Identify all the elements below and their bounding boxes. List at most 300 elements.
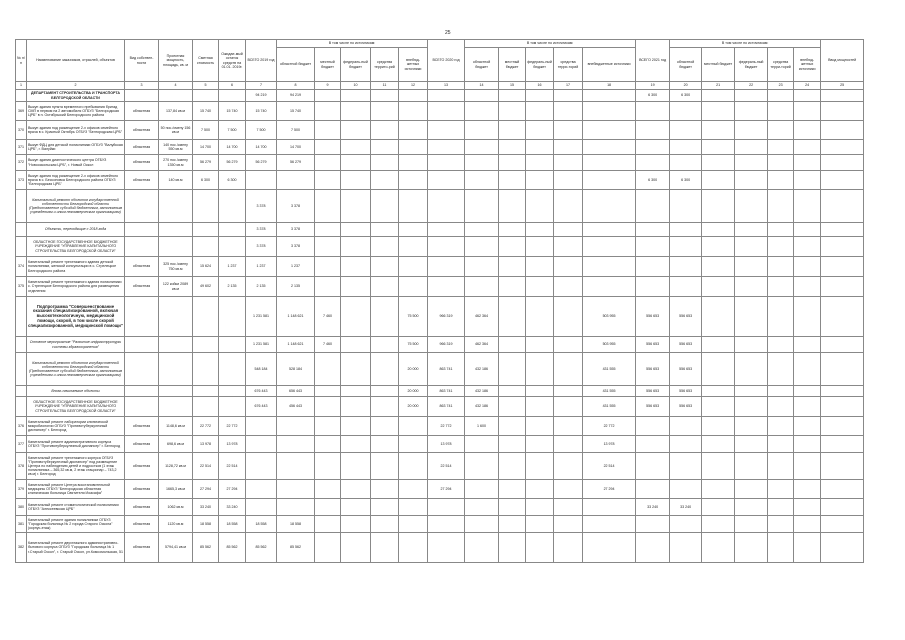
table-cell: областная (125, 533, 159, 563)
row-name: ОБЛАСТНОЕ ГОСУДАРСТВЕННОЕ БЮДЖЕТНОЕ УЧРЕЖДЕНИЕ "УПРАВЛЕНИЕ КАПИТАЛЬНОГО СТРОИТЕЛЬСТВА БЕЛГОРОДСКОЙ ОБЛАСТИ" (27, 237, 125, 257)
table-body (16, 90, 864, 563)
table-cell (526, 516, 554, 533)
table-cell: 75 500 (399, 337, 428, 353)
col-number: 14 (465, 82, 499, 90)
table-cell: 18 558 (246, 516, 277, 533)
table-row (16, 453, 864, 480)
table-cell (702, 436, 735, 453)
col-number: 15 (499, 82, 526, 90)
table-cell: 1 600 (465, 417, 499, 436)
table-cell (399, 453, 428, 480)
table-cell (315, 155, 341, 171)
table-cell: 2 135 (277, 277, 315, 297)
table-cell (526, 190, 554, 223)
table-cell (125, 223, 159, 237)
table-cell (499, 155, 526, 171)
col-number: 1 (16, 82, 27, 90)
table-cell (371, 102, 399, 121)
table-cell (341, 533, 371, 563)
table-cell (499, 516, 526, 533)
table-cell (735, 499, 768, 516)
table-row (16, 436, 864, 453)
table-cell: 270 пос./смену 1350 кв.м (159, 155, 193, 171)
table-cell (341, 140, 371, 155)
table-cell (399, 277, 428, 297)
table-cell: 431 555 (583, 386, 636, 397)
table-cell: 556 653 (636, 337, 670, 353)
row-name: Капитальный ремонт объектов государственной собственности Белгородской области (Предоставление субсидий бюджетным, автономным учреждениям и иным некоммерческим организациям) (27, 190, 125, 223)
col-number: 6 (219, 82, 246, 90)
table-cell: 15 740 (246, 102, 277, 121)
table-cell (246, 171, 277, 190)
table-cell (399, 480, 428, 499)
table-cell: 676 443 (246, 386, 277, 397)
table-cell: 50 пос./смену 156 кв.м (159, 121, 193, 140)
table-cell (670, 155, 702, 171)
table-cell (341, 237, 371, 257)
table-cell (341, 337, 371, 353)
table-cell: 556 653 (670, 353, 702, 386)
table-cell (219, 397, 246, 417)
table-cell (499, 499, 526, 516)
table-cell (821, 277, 864, 297)
table-cell (554, 121, 583, 140)
table-cell (794, 121, 821, 140)
table-cell (794, 353, 821, 386)
col-federal-2021: федераль-ный бюджет (735, 48, 768, 82)
table-cell (159, 386, 193, 397)
table-cell (526, 171, 554, 190)
table-cell: 1062 кв.м (159, 499, 193, 516)
table-cell: 14 700 (277, 140, 315, 155)
table-cell (125, 353, 159, 386)
table-cell (583, 223, 636, 237)
table-row (16, 121, 864, 140)
table-cell (735, 417, 768, 436)
table-cell (277, 480, 315, 499)
table-cell (399, 190, 428, 223)
table-cell (428, 90, 465, 102)
table-cell (636, 155, 670, 171)
table-cell (735, 516, 768, 533)
col-number: 19 (636, 82, 670, 90)
table-cell (428, 277, 465, 297)
table-cell: 56 279 (219, 155, 246, 171)
table-cell (499, 237, 526, 257)
table-cell (246, 436, 277, 453)
table-cell (399, 140, 428, 155)
table-cell (341, 353, 371, 386)
table-cell (768, 436, 794, 453)
table-cell: 3 378 (246, 190, 277, 223)
table-cell (315, 102, 341, 121)
table-cell (554, 277, 583, 297)
table-cell (636, 480, 670, 499)
table-cell: областная (125, 453, 159, 480)
table-cell (526, 277, 554, 297)
table-cell (794, 516, 821, 533)
table-cell: 22 772 (428, 417, 465, 436)
col-total-2020: ВСЕГО 2020 год (428, 40, 465, 82)
table-cell: 20 000 (399, 397, 428, 417)
table-cell (125, 90, 159, 102)
table-cell (193, 190, 219, 223)
table-cell (670, 417, 702, 436)
table-cell: 1 148 621 (277, 337, 315, 353)
col-total-2021: ВСЕГО 2021 год (636, 40, 670, 82)
table-cell (735, 190, 768, 223)
table-cell (821, 155, 864, 171)
table-cell (193, 386, 219, 397)
col-capacity: Проектная мощность, площадь, кв. м (159, 40, 193, 82)
table-cell (341, 516, 371, 533)
table-cell: 27 294 (219, 480, 246, 499)
row-name: Капитальный ремонт трехэтажного корпуса ОГБУЗ "Противотуберкулезный диспансер" под размещение Центра по наблюдению детей и подростков (1 этаж поликлиника – 365,32 кв.м, 2 этаж стационар – 743,2 кв.м) г. Белгород (27, 453, 125, 480)
table-cell (821, 480, 864, 499)
table-cell (499, 102, 526, 121)
table-cell: 2 135 (246, 277, 277, 297)
table-cell (399, 516, 428, 533)
table-cell (735, 121, 768, 140)
row-number (16, 90, 27, 102)
table-cell (526, 533, 554, 563)
col-number: 24 (794, 82, 821, 90)
table-cell (670, 533, 702, 563)
table-cell (735, 237, 768, 257)
table-cell (636, 257, 670, 277)
table-cell (670, 257, 702, 277)
table-cell (341, 257, 371, 277)
table-cell (341, 223, 371, 237)
table-cell: 22 514 (219, 453, 246, 480)
table-cell (341, 417, 371, 436)
table-cell (554, 417, 583, 436)
table-cell (499, 436, 526, 453)
table-cell (428, 102, 465, 121)
table-cell (794, 171, 821, 190)
col-number: 12 (399, 82, 428, 90)
table-cell: областная (125, 257, 159, 277)
table-cell (821, 386, 864, 397)
table-cell (315, 171, 341, 190)
table-cell (428, 223, 465, 237)
table-cell (193, 297, 219, 337)
col-number: 23 (768, 82, 794, 90)
table-cell (499, 297, 526, 337)
table-cell (554, 102, 583, 121)
row-number: 381 (16, 516, 27, 533)
table-cell: 3 378 (246, 223, 277, 237)
col-offbudget-2021: внебюд-жетных источники (794, 48, 821, 82)
table-cell (399, 257, 428, 277)
table-cell (499, 140, 526, 155)
table-cell (702, 102, 735, 121)
table-cell: 13 978 (193, 436, 219, 453)
table-cell: областная (125, 102, 159, 121)
table-cell: 431 555 (583, 353, 636, 386)
table-cell (399, 102, 428, 121)
table-cell (583, 140, 636, 155)
table-cell (125, 237, 159, 257)
table-cell (583, 102, 636, 121)
table-cell (193, 237, 219, 257)
table-cell (219, 223, 246, 237)
col-federal-2019: федераль-ный бюджет (341, 48, 371, 82)
table-cell (315, 516, 341, 533)
row-name: Капитальный ремонт лаборатории клинической микробиологии ОГБУЗ "Противотуберкулезный диспансер" г. Белгород (27, 417, 125, 436)
table-cell (399, 223, 428, 237)
table-cell (702, 516, 735, 533)
table-cell (670, 480, 702, 499)
table-cell (341, 499, 371, 516)
table-cell (768, 499, 794, 516)
table-cell (125, 190, 159, 223)
row-number (16, 386, 27, 397)
table-cell: 20 000 (399, 353, 428, 386)
table-cell (371, 353, 399, 386)
table-cell (554, 499, 583, 516)
table-cell (277, 436, 315, 453)
table-cell (670, 436, 702, 453)
col-local-2020: местный бюджет (499, 48, 526, 82)
table-cell (702, 499, 735, 516)
table-cell: 7 500 (277, 121, 315, 140)
table-cell (735, 353, 768, 386)
table-cell (465, 171, 499, 190)
table-cell: 56 279 (193, 155, 219, 171)
table-cell (371, 397, 399, 417)
table-cell (399, 436, 428, 453)
table-cell (246, 417, 277, 436)
table-cell: 432 186 (465, 353, 499, 386)
table-cell (735, 533, 768, 563)
table-cell (670, 190, 702, 223)
table-cell (526, 155, 554, 171)
sources-2019-title: В том числе по источникам: (277, 40, 428, 48)
table-cell (821, 257, 864, 277)
table-cell (794, 237, 821, 257)
col-number: 13 (428, 82, 465, 90)
table-cell (526, 417, 554, 436)
col-number: 10 (341, 82, 371, 90)
table-cell: 656 443 (277, 386, 315, 397)
col-offbudget-2020: внебюджетные источники (583, 48, 636, 82)
col-local-2021: местный бюджет (702, 48, 735, 82)
table-cell (794, 102, 821, 121)
table-cell (636, 121, 670, 140)
table-cell (315, 190, 341, 223)
table-cell (371, 337, 399, 353)
table-cell: 432 186 (465, 386, 499, 397)
table-cell: 2 135 (219, 277, 246, 297)
table-cell: 3 378 (277, 223, 315, 237)
table-cell (794, 297, 821, 337)
table-cell: 431 555 (583, 397, 636, 417)
col-regional-2019: областной бюджет (277, 48, 315, 82)
table-cell (768, 102, 794, 121)
table-cell (636, 277, 670, 297)
table-cell (193, 397, 219, 417)
table-cell: областная (125, 417, 159, 436)
table-cell (219, 190, 246, 223)
table-cell: 7 460 (315, 337, 341, 353)
investment-table (15, 39, 864, 563)
table-cell (768, 121, 794, 140)
table-cell (702, 140, 735, 155)
table-cell (702, 353, 735, 386)
table-cell (702, 223, 735, 237)
col-offbudget-2019: внебюд-жетных источники (399, 48, 428, 82)
table-row (16, 171, 864, 190)
table-cell (554, 155, 583, 171)
table-cell (371, 223, 399, 237)
table-cell (768, 90, 794, 102)
table-cell: 33 240 (193, 499, 219, 516)
row-name: Выкуп здания под размещение 2-х офисов семейного врача в с. Бессоновка Белгородского района ОГБУЗ "Белгородская ЦРБ" (27, 171, 125, 190)
table-cell (526, 223, 554, 237)
table-cell (821, 237, 864, 257)
row-number (16, 297, 27, 337)
table-cell (499, 397, 526, 417)
table-cell (277, 171, 315, 190)
table-cell: 94 219 (246, 90, 277, 102)
table-cell: 6 300 (219, 171, 246, 190)
table-row (16, 499, 864, 516)
table-cell (583, 516, 636, 533)
row-number: 379 (16, 480, 27, 499)
table-cell: областная (125, 499, 159, 516)
table-cell (277, 417, 315, 436)
table-cell (554, 140, 583, 155)
col-local-2019: местный бюджет (315, 48, 341, 82)
table-cell (735, 140, 768, 155)
table-cell (341, 453, 371, 480)
table-cell (371, 90, 399, 102)
table-cell (735, 337, 768, 353)
table-cell (735, 223, 768, 237)
table-cell (526, 386, 554, 397)
table-row (16, 140, 864, 155)
table-cell (636, 417, 670, 436)
table-cell (768, 353, 794, 386)
table-cell (670, 277, 702, 297)
table-cell (636, 140, 670, 155)
table-cell: 462 364 (465, 337, 499, 353)
table-cell (670, 453, 702, 480)
table-cell (193, 90, 219, 102)
table-cell: 85 562 (219, 533, 246, 563)
table-cell (219, 337, 246, 353)
table-cell (583, 237, 636, 257)
table-cell (554, 90, 583, 102)
table-cell (735, 480, 768, 499)
col-number: 22 (735, 82, 768, 90)
table-cell (371, 417, 399, 436)
table-cell (499, 353, 526, 386)
table-cell (794, 453, 821, 480)
col-territory-2019: средства террито-рий (371, 48, 399, 82)
table-cell (554, 257, 583, 277)
table-cell (341, 480, 371, 499)
table-cell (821, 436, 864, 453)
table-cell (341, 386, 371, 397)
table-cell: 22 514 (193, 453, 219, 480)
table-cell (341, 155, 371, 171)
table-cell: 863 741 (428, 353, 465, 386)
table-cell (526, 297, 554, 337)
table-cell (768, 257, 794, 277)
col-cost: Сметная стоимость (193, 40, 219, 82)
table-cell (341, 277, 371, 297)
table-cell (702, 257, 735, 277)
table-cell: 122 койки 2089 кв.м (159, 277, 193, 297)
table-cell (341, 171, 371, 190)
table-cell (465, 480, 499, 499)
table-cell (583, 257, 636, 277)
table-cell (159, 397, 193, 417)
table-cell (465, 121, 499, 140)
table-cell (768, 533, 794, 563)
table-cell (583, 533, 636, 563)
table-cell: 676 443 (246, 397, 277, 417)
table-cell (526, 257, 554, 277)
col-number: 18 (583, 82, 636, 90)
table-cell (768, 516, 794, 533)
table-cell (465, 90, 499, 102)
table-cell (371, 190, 399, 223)
table-cell: 13 978 (583, 436, 636, 453)
table-cell (768, 386, 794, 397)
table-cell (399, 155, 428, 171)
table-cell: 1 237 (219, 257, 246, 277)
row-number: 369 (16, 102, 27, 121)
col-number: 20 (670, 82, 702, 90)
table-cell (821, 499, 864, 516)
table-cell: 49 602 (193, 277, 219, 297)
table-cell (821, 337, 864, 353)
table-cell (246, 453, 277, 480)
table-cell (702, 121, 735, 140)
table-cell: 1120 кв.м (159, 516, 193, 533)
row-name: Объекты, переходящие с 2018 года (27, 223, 125, 237)
table-row (16, 155, 864, 171)
table-cell: областная (125, 516, 159, 533)
table-cell (315, 90, 341, 102)
row-number: 376 (16, 417, 27, 436)
table-cell: областная (125, 277, 159, 297)
row-number (16, 190, 27, 223)
table-cell (465, 102, 499, 121)
row-name: Выкуп здания под размещение 2-х офисов семейного врача в с. Красный Октябрь ОГБУЗ "Белгородская ЦРБ" (27, 121, 125, 140)
table-cell (371, 277, 399, 297)
table-cell (499, 277, 526, 297)
table-cell (670, 102, 702, 121)
table-cell (636, 223, 670, 237)
table-cell (554, 397, 583, 417)
table-cell (636, 436, 670, 453)
table-cell (794, 155, 821, 171)
table-cell (465, 277, 499, 297)
table-cell (768, 417, 794, 436)
table-cell (125, 386, 159, 397)
table-cell (428, 121, 465, 140)
table-cell: 140 кв.м (159, 171, 193, 190)
table-cell (768, 297, 794, 337)
table-cell (465, 190, 499, 223)
table-cell (219, 237, 246, 257)
row-name: Выкуп здания пункта временного пребывания бригад СМП в первом на 2 автомобиля ОГБУЗ "Белгородская ЦРБ" в п. Октябрьский Белгородского района (27, 102, 125, 121)
table-cell (702, 90, 735, 102)
